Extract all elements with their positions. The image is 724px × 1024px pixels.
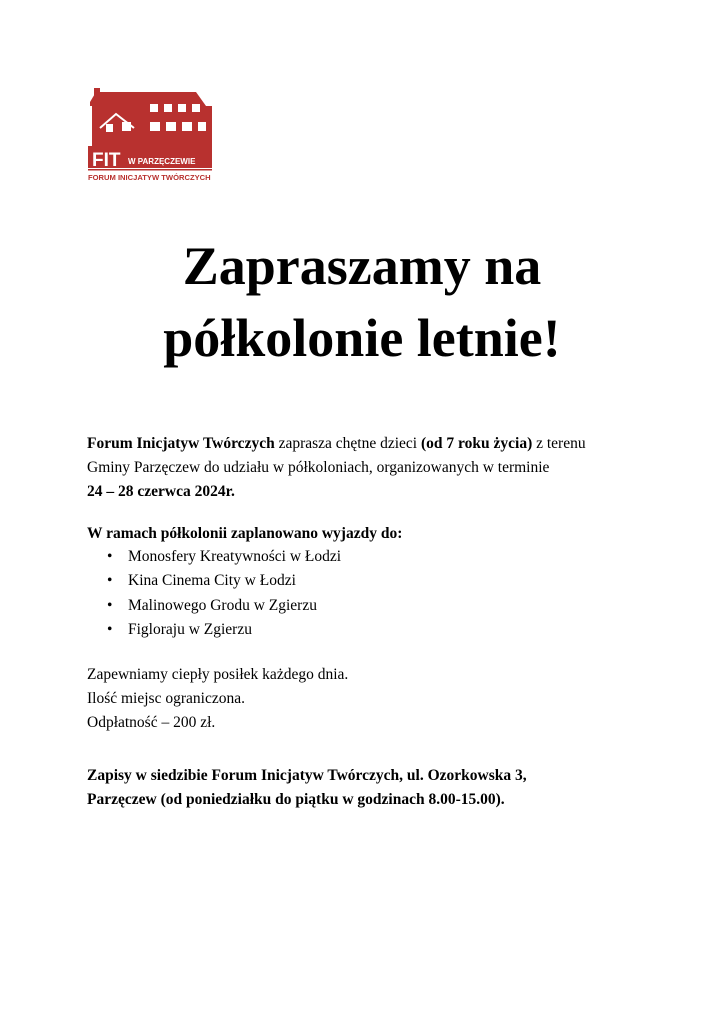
fit-logo (84, 84, 214, 184)
list-item: • Malinowego Grodu w Zgierzu (87, 594, 341, 618)
logo-place-text: W PARZĘCZEWIE (128, 157, 196, 166)
title-line-1: Zapraszamy na (182, 236, 542, 296)
house-logo-icon (84, 84, 214, 184)
intro-paragraph (87, 432, 687, 504)
event-dates-text: 24 – 28 czerwca 2024r. (87, 483, 235, 500)
intro-line-2: Gminy Parzęczew do udziału w półkoloniach, organizowanych w terminie (87, 459, 550, 476)
intro-text-1: zaprasza chętne dzieci (274, 435, 421, 452)
info-block (87, 663, 687, 735)
title-line-2: półkolonie letnie! (163, 308, 561, 368)
trips-heading: W ramach półkolonii zaplanowano wyjazdy do: (87, 525, 403, 542)
meal-info: Zapewniamy ciepły posiłek każdego dnia. (87, 666, 349, 683)
list-item: • Figloraju w Zgierzu (87, 618, 341, 642)
logo-full-name: FORUM INICJATYW TWÓRCZYCH (88, 173, 211, 182)
registration-line-2: Parzęczew (od poniedziałku do piątku w godzinach 8.00-15.00). (87, 791, 505, 808)
fee-info: Odpłatność – 200 zł. (87, 714, 216, 731)
page-title (0, 230, 724, 374)
logo-fit-text: FIT (92, 150, 121, 171)
intro-line-1 (87, 432, 687, 456)
event-dates (87, 480, 687, 504)
trips-list (87, 545, 341, 642)
list-item: • Kina Cinema City w Łodzi (87, 569, 341, 593)
list-item: • Monosfery Kreatywności w Łodzi (87, 545, 341, 569)
places-info: Ilość miejsc ograniczona. (87, 690, 245, 707)
intro-text-2: z terenu (532, 435, 586, 452)
age-requirement: (od 7 roku życia) (421, 435, 533, 452)
registration-info (87, 764, 687, 812)
registration-line-1: Zapisy w siedzibie Forum Inicjatyw Twórczych, ul. Ozorkowska 3, (87, 767, 527, 784)
org-name: Forum Inicjatyw Twórczych (87, 435, 275, 452)
